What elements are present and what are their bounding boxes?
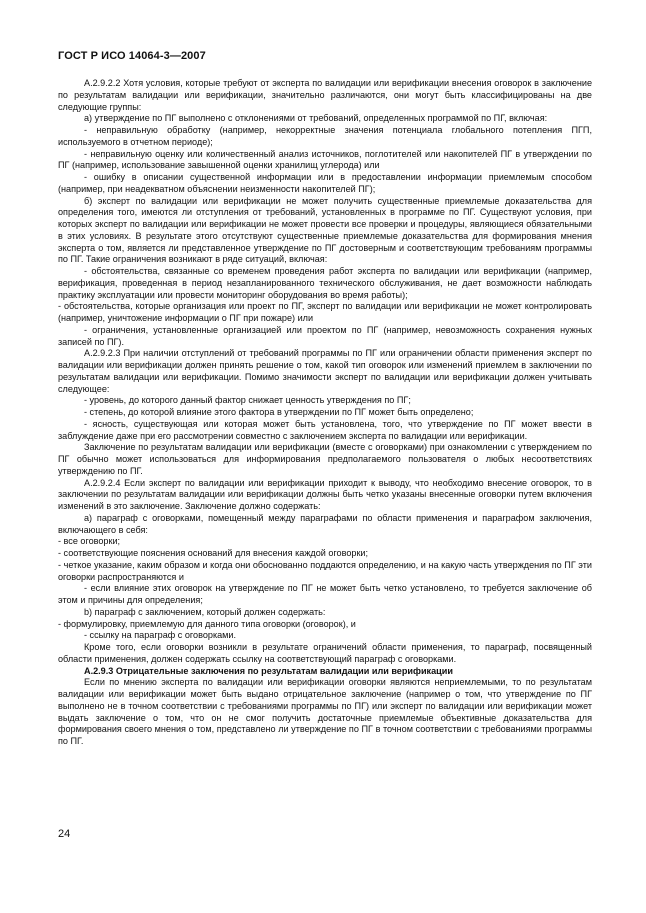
list-item-b: б) эксперт по валидации или верификации не может получить существенные приемлемые доказательства для определения того, имеются ли отступления от требований, установленных в программе по ПГ. Существуют условия, при которых эксперт по валидации или верификации не может провести все проверки и процедуры, являющиеся обязательными в этих условиях. В результате этого отсутствуют существенные приемлемые доказательства для формирования мнения эксперта о том, является ли представленное утверждение по ПГ достоверным и соответствующим требованиям программы по ПГ. Такие ограничения возникают в ряде ситуаций, включая:	[58, 195, 592, 265]
bullet-item: - неправильную обработку (например, некорректные значения потенциала глобального потепления ПГП, используемого в отчетном периоде);	[58, 125, 592, 147]
paragraph: Заключение по результатам валидации или верификации (вместе с оговорками) при ознакомлении с утверждением по ПГ обычно может использоваться для информирования предполагаемого пользователя о любых несоответствиях утверждению по ПГ.	[58, 442, 592, 476]
paragraph-a2923: A.2.9.2.3 При наличии отступлений от требований программы по ПГ или ограничении области применения эксперт по валидации или верификации должен принять решение о том, какой тип оговорок или изменений приемлем в заключении по результатам валидации или верификации. Помимо значимости эксперт по валидации или верификации должен учитывать следующее:	[58, 348, 592, 394]
paragraph-a2922: A.2.9.2.2 Хотя условия, которые требуют от эксперта по валидации или верификации внесения оговорок в заключение по результатам валидации или верификации, значительно различаются, они могут быть классифицированы на две следующие группы:	[58, 78, 592, 112]
standard-header: ГОСТ Р ИСО 14064-3—2007	[58, 50, 206, 62]
bullet-item: - ссылку на параграф с оговорками.	[84, 630, 237, 641]
paragraph-a2924: A.2.9.2.4 Если эксперт по валидации или верификации приходит к выводу, что необходимо внесение оговорок, то в заключении по результатам валидации или верификации должны быть четко указаны внесенные оговорки путем включения изменений в это заключение. Заключение должно содержать:	[58, 477, 592, 511]
bullet-item: - обстоятельства, связанные со временем проведения работ эксперта по валидации или верификации (например, верификация, проведенная в период незапланированного технического обслуживания, не дает возможности наблюдать практику эксплуатации или провести мониторинг оборудования во время работы);	[58, 266, 592, 300]
bullet-item: - если влияние этих оговорок на утверждение по ПГ не может быть четко установлено, то требуется заключение об этом и причины для определения;	[58, 583, 592, 605]
bullet-item: - степень, до которой влияние этого фактора в утверждении по ПГ может быть определено;	[84, 407, 474, 417]
bullet-item: - обстоятельства, которые организация или проект по ПГ, эксперт по валидации или верификации не может контролировать (например, уничтожение информации о ПГ при пожаре) или	[58, 301, 592, 323]
bullet-item: - неправильную оценку или количественный анализ источников, поглотителей или накопителей ПГ в утверждении по ПГ (например, использование завышенной оценки хранилищ углерода) или	[58, 148, 592, 171]
bullet-item: - уровень, до которого данный фактор снижает ценность утверждения по ПГ;	[84, 395, 411, 406]
bullet-item: - ошибку в описании существенной информации или в предоставлении информации приемлемым способом (например, при неадекватном объяснении неизменности накопителей ПГ);	[58, 172, 592, 194]
document-body	[58, 78, 592, 748]
paragraph: Если по мнению эксперта по валидации или верификации оговорки являются неприемлемыми, то по результатам валидации или верификации может быть выдано отрицательное заключение (например о том, что утверждение по ПГ выполнено не в точном соответствии с требованиями программы по ПГ) или эксперт по валидации или верификации может выдать заключение о том, что он не смог получить достаточные приемлемые объективные доказательства для формирования своего мнения о том, представлено ли утверждение по ПГ в точном соответствии с требованиями программы по ПГ.	[58, 677, 592, 746]
bullet-item: - ограничения, установленные организацией или проектом по ПГ (например, невозможность сохранения нужных записей по ПГ).	[58, 324, 592, 347]
bullet-item: - все оговорки;	[58, 536, 121, 547]
paragraph: Кроме того, если оговорки возникли в результате ограничений области применения, то параграф, посвященный области применения, должен содержать ссылку на соответствующий параграф с оговорками.	[58, 642, 592, 664]
section-heading-a293: A.2.9.3 Отрицательные заключения по результатам валидации или верификации	[84, 665, 453, 676]
bullet-item: - четкое указание, каким образом и когда они обоснованно поддаются определению, и на какую часть утверждения по ПГ эти оговорки распространяются и	[58, 559, 592, 582]
bullet-item: - ясность, существующая или которая может быть установлена, того, что утверждение по ПГ может ввести в заблуждение даже при его рассмотрении совместно с заключением эксперта по валидации или верификации.	[58, 418, 592, 441]
bullet-item: - соответствующие пояснения оснований для внесения каждой оговорки;	[58, 548, 369, 558]
list-item-b: b) параграф с заключением, который должен содержать:	[84, 606, 326, 617]
list-item-a: а) утверждение по ПГ выполнено с отклонениями от требований, определенных программой по ПГ, включая:	[84, 113, 548, 124]
bullet-item: - формулировку, приемлемую для данного типа оговорки (оговорок), и	[58, 618, 356, 629]
list-item-a: а) параграф с оговорками, помещенный между параграфами по области применения и параграфом заключения, включающего в себя:	[58, 512, 592, 535]
page-number: 24	[58, 828, 71, 840]
